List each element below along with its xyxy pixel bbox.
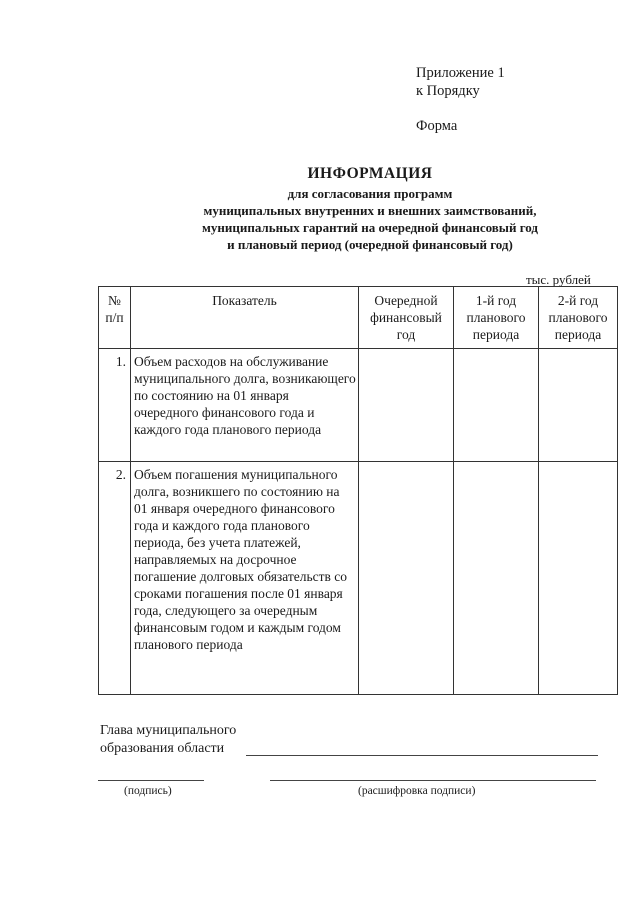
signer-line-2: образования области: [100, 741, 225, 756]
header-num: № п/п: [99, 287, 131, 349]
title-line-3: муниципальных гарантий на очередной финансовый год: [202, 220, 538, 235]
row-number: 1.: [99, 349, 131, 462]
signature-line: [98, 780, 204, 781]
header-plan-year-2: 2-й год планового периода: [539, 287, 618, 349]
title-line-4: и плановый период (очередной финансовый год): [227, 237, 513, 252]
header-indicator: Показатель: [131, 287, 359, 349]
form-label: Форма: [416, 118, 458, 134]
table-row: [99, 349, 618, 462]
table-header-row: [99, 287, 618, 349]
appendix-order: к Порядку: [416, 83, 480, 99]
title-line-2: муниципальных внутренних и внешних заимствований,: [203, 203, 537, 218]
header-plan-year-1: 1-й год планового периода: [454, 287, 539, 349]
row-indicator: Объем погашения муниципального долга, возникшего по состоянию на 01 января очередного финансового года и каждого года планового периода, без учета платежей, направляемых на досрочное погашение долговых обязательств со сроками погашения после 01 января года, следующего за очередным финансовым годом и каждым годом планового периода: [131, 462, 359, 695]
decoding-line: [270, 780, 596, 781]
document-title: [100, 165, 640, 253]
cell-plan-year-2: [539, 462, 618, 695]
signer-line: [246, 755, 598, 756]
row-number: 2.: [99, 462, 131, 695]
info-table: [98, 286, 618, 695]
signer-line-1: Глава муниципального: [100, 723, 237, 738]
appendix-reference: [416, 64, 505, 100]
cell-plan-year-1: [454, 349, 539, 462]
appendix-number: Приложение 1: [416, 65, 505, 81]
table-row: [99, 462, 618, 695]
cell-plan-year-1: [454, 462, 539, 695]
title-main: ИНФОРМАЦИЯ: [307, 165, 433, 182]
row-indicator: Объем расходов на обслуживание муниципального долга, возникающего по состоянию на 01 января очередного финансового года и каждого года планового периода: [131, 349, 359, 462]
unit-label: тыс. рублей: [526, 272, 591, 287]
signer-title: [100, 722, 236, 758]
signature-caption: (подпись): [124, 785, 172, 797]
cell-current-year: [359, 349, 454, 462]
header-current-year: Очередной финансовый год: [359, 287, 454, 349]
title-line-1: для согласования программ: [287, 186, 453, 201]
decoding-caption: (расшифровка подписи): [358, 785, 476, 797]
cell-plan-year-2: [539, 349, 618, 462]
cell-current-year: [359, 462, 454, 695]
